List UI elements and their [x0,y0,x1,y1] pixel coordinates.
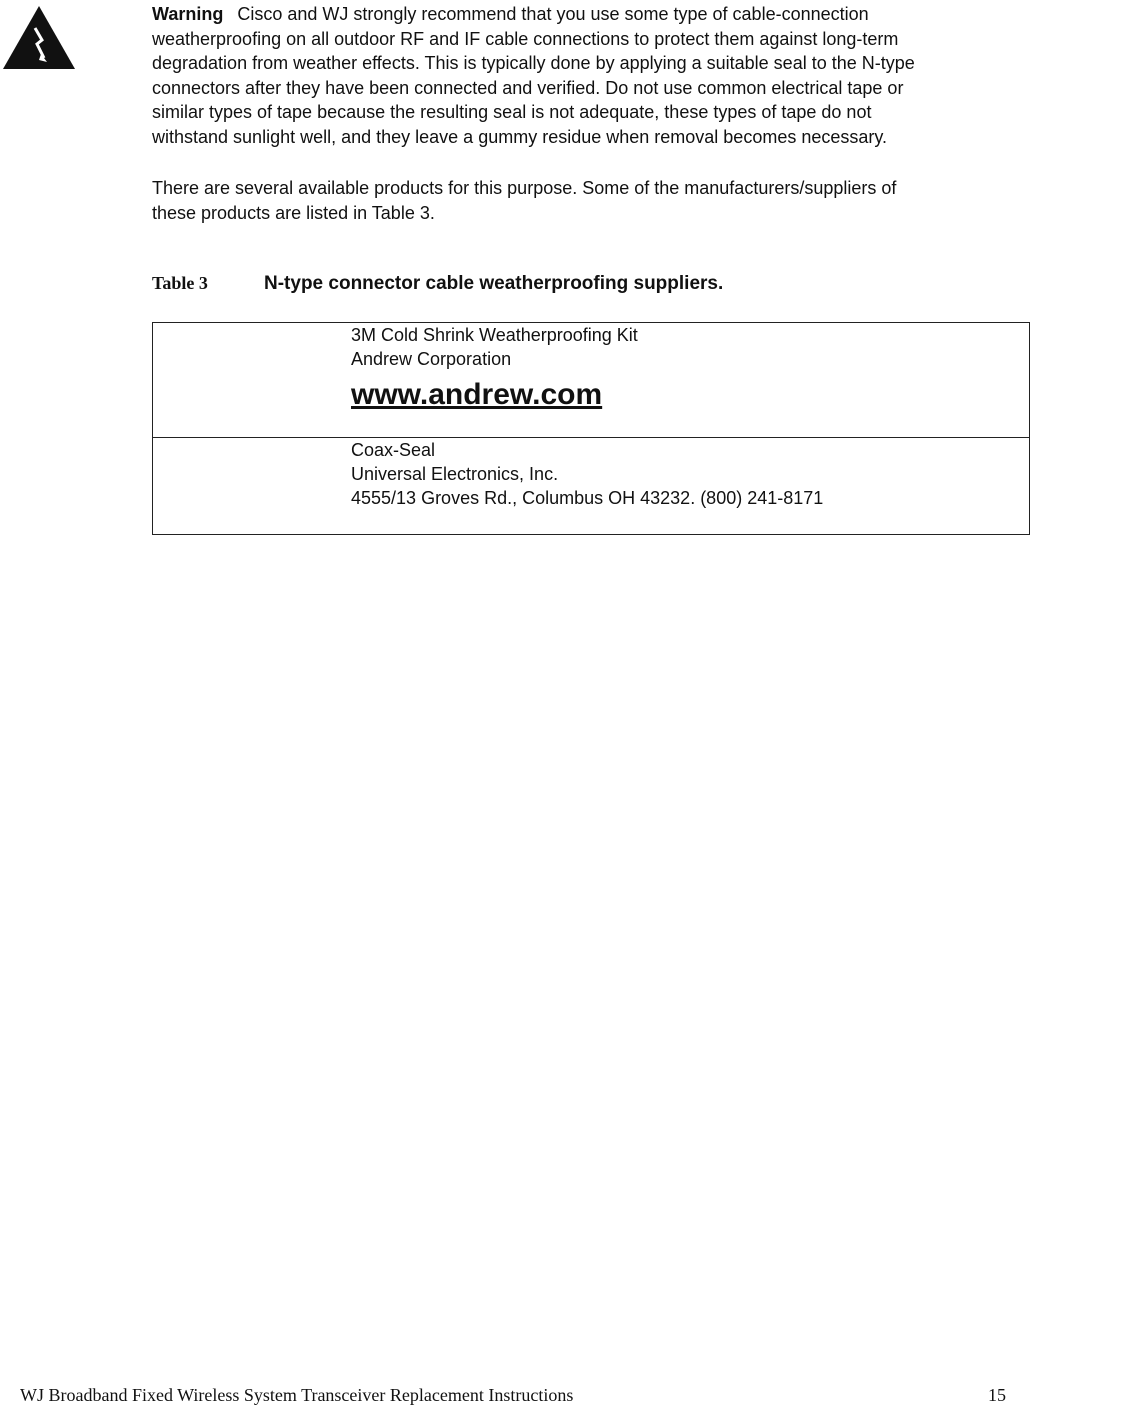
table-row [153,438,1029,534]
suppliers-table [152,322,1030,535]
warning-line: withstand sunlight well, and they leave a gummy residue when removal becomes necessary. [152,126,888,147]
warning-line: Warning Cisco and WJ strongly recommend that you use some type of cable-connection [152,4,869,24]
warning-line: degradation from weather effects. This is typically done by applying a suitable seal to the N-type [152,53,915,73]
intro-paragraph [152,176,1032,225]
supplier-name: Universal Electronics, Inc. [351,464,559,484]
warning-line: connectors after they have been connected and verified. Do not use common electrical tape or [152,77,904,98]
table-title: N-type connector cable weatherproofing suppliers. [264,273,724,294]
warning-text [152,2,1032,149]
warning-icon [2,4,76,70]
intro-line: these products are listed in Table 3. [152,202,435,223]
product-name: 3M Cold Shrink Weatherproofing Kit [351,325,638,345]
page-number: 15 [988,1385,1006,1405]
supplier-address: 4555/13 Groves Rd., Columbus OH 43232. (800) 241-8171 [351,488,824,508]
supplier-website-link[interactable]: www.andrew.com [351,378,603,411]
warning-label: Warning [152,4,224,24]
supplier-name: Andrew Corporation [351,349,512,369]
table-caption [152,270,1032,297]
intro-line: There are several available products for this purpose. Some of the manufacturers/suppliers of [152,178,897,198]
table-number: Table 3 [152,273,208,293]
table-row [153,323,1029,438]
footer-document-title: WJ Broadband Fixed Wireless System Transceiver Replacement Instructions [20,1385,574,1405]
warning-line: similar types of tape because the resulting seal is not adequate, these types of tape do not [152,102,872,122]
product-name: Coax-Seal [351,440,436,460]
warning-line: weatherproofing on all outdoor RF and IF cable connections to protect them against long-term [152,28,899,49]
